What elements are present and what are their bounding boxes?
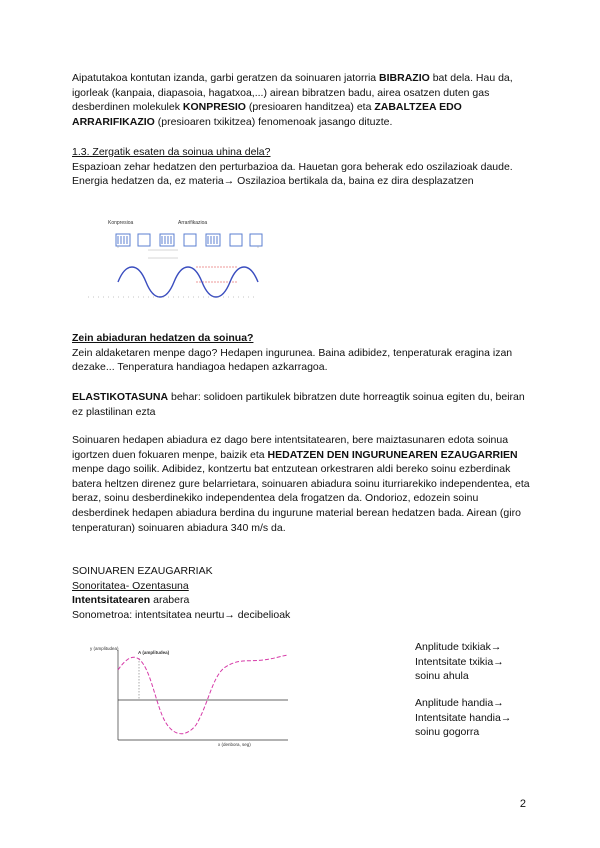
intensity-text: arabera	[150, 594, 190, 607]
fig1-label-compression: Konpresioa	[108, 220, 134, 226]
fig1-label-rarefaction: Arrarifikazioa	[178, 220, 208, 226]
section-1-3	[72, 145, 537, 189]
side-note-1-line-3: soinu ahula	[415, 670, 469, 683]
wave-compression-figure	[88, 212, 268, 304]
intro-text-1: Aipatutakoa kontutan izanda, garbi geratzen da soinuaren jatorria	[72, 72, 380, 84]
fig1-bands	[116, 234, 262, 246]
side-note-1-line-2: Intentsitate txikia→	[415, 655, 504, 668]
side-note-small-amplitude	[415, 640, 545, 684]
elasticity-bold: ELASTIKOTASUNA	[72, 391, 169, 403]
page-number: 2	[519, 798, 526, 810]
section-1-3-heading: 1.3. Zergatik esaten da soinua uhina dela?	[72, 146, 271, 158]
elasticity-text: behar: solidoen partikulek bibratzen dute horreagtik soinua egiten du, beiran ez plastilinan ezta	[72, 391, 525, 418]
propagation-paragraph	[72, 433, 537, 535]
fig2-wave	[118, 655, 288, 734]
section-1-3-line-2: Energia hedatzen da, ez materia→ Oszilazioa bertikala da, baina ez dira desplazatzen	[72, 175, 474, 188]
features-title: SOINUAREN EZAUGARRIAK	[72, 565, 213, 577]
fig2-amplitude-label: A (amplitudea)	[138, 650, 170, 655]
speed-section	[72, 331, 537, 375]
side-note-2-line-1: Anplitude handia→	[415, 697, 504, 709]
amplitude-figure	[88, 640, 298, 755]
intro-bold-rarefaction: ZABALTZEA EDO ARRARIFIKAZIO	[72, 101, 462, 128]
propagation-text-1: Soinuaren hedapen abiadura ez dago bere intentsitatearen, bere maiztasunaren edota soinua igortzen duen fokuaren menpe, baizik eta	[72, 434, 509, 461]
intensity-bold: Intentsitatearen	[72, 594, 151, 607]
intro-text-4: (presioaren txikitzea) fenomenoak jasango dituzte.	[154, 115, 393, 128]
side-note-2-line-3: soinu gogorra	[415, 726, 480, 739]
intro-text-3: (presioaren handitzea) eta	[245, 101, 375, 114]
intro-text-2: bat dela. Hau da, igorleak (kanpaia, diapasoia, hagatxoa,...) airean bibratzen badu, airea osatzen duten gas desberdinen molekulek	[72, 72, 513, 114]
side-note-2-line-2: Intentsitate handia→	[415, 711, 512, 724]
features-subtitle: Sonoritatea- Ozentasuna	[72, 579, 189, 592]
side-note-large-amplitude	[415, 696, 545, 740]
intro-paragraph	[72, 71, 537, 129]
propagation-text-2: menpe dago soilik. Adibidez, kontzertu bat entzutean orkestraren aldi bereko soinu ezberdinak batera heltzen direnez gure belarrietara, soinuaren abiadura soinu iturriarekiko independentea, eta beraz, soinu desberdinekiko independentea dela frogatzen da. Ondorioz, edozein soinu desberdinek hedapen abiadura berdina du ingurune material berean hedatzen bada. Airean (giro tenperaturan) soinuaren abiadura 340 m/s da.	[72, 463, 530, 534]
side-note-1-line-1: Anplitude txikiak→	[415, 641, 502, 653]
features-section	[72, 564, 537, 622]
speed-paragraph: Zein aldaketaren menpe dago? Hedapen ingurunea. Baina adibidez, tenperaturak eragina izan dezake... Tenperatura handiagoa hedapen azkarragoa.	[72, 346, 513, 374]
intro-bold-compression: KONPRESIO	[182, 101, 246, 114]
sonometer-line: Sonometroa: intentsitatea neurtu→ decibelioak	[72, 608, 291, 621]
speed-heading: Zein abiaduran hedatzen da soinua?	[72, 332, 254, 344]
intro-bold-vibration: BIBRAZIO	[379, 72, 430, 84]
propagation-bold: HEDATZEN DEN INGURUNEAREN EZAUGARRIEN	[267, 448, 518, 461]
fig2-ylabel: y (amplitudea)	[90, 646, 119, 651]
fig2-xlabel: x (denbora, seg)	[218, 742, 251, 747]
elasticity-paragraph	[72, 390, 537, 419]
section-1-3-line-1: Espazioan zehar hedatzen den perturbazioa da. Hauetan gora beherak edo oszilazioak daude.	[72, 160, 513, 173]
